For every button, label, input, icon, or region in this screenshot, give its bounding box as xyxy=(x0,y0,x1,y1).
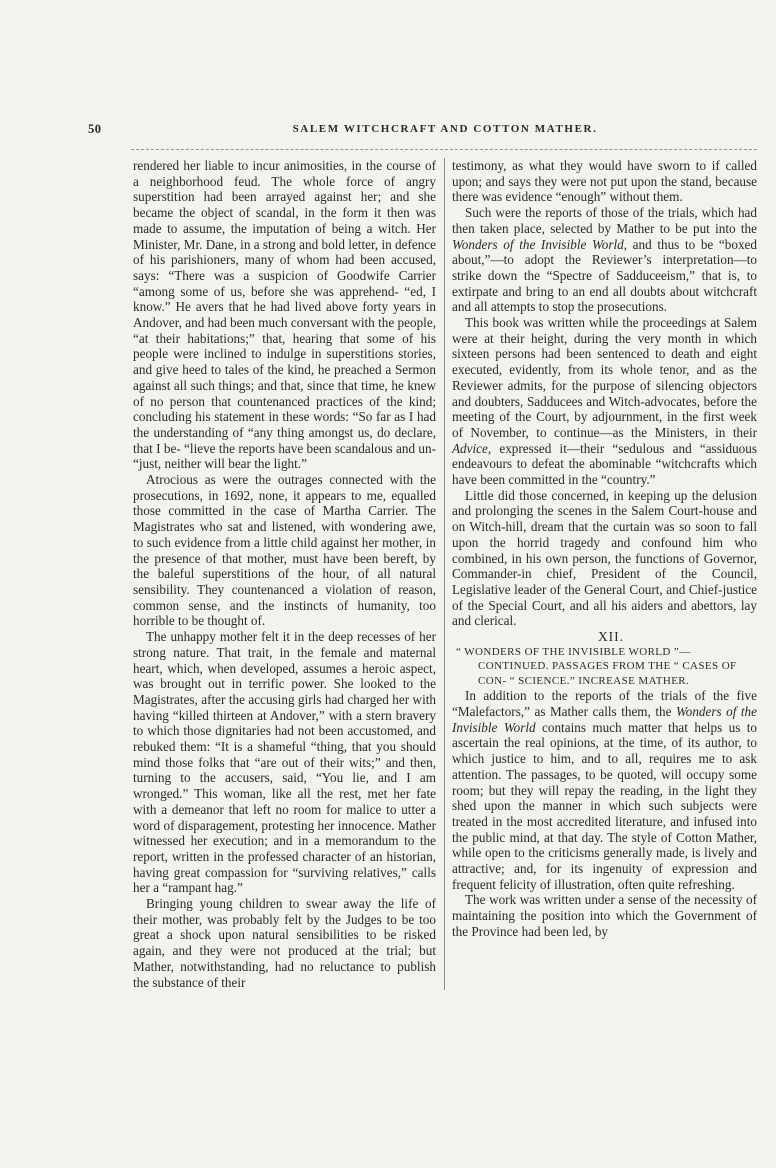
paragraph: Such were the reports of those of the trials, which had then taken place, selected by Mather to be put into the Wonders of the Invisible World, and thus to be “boxed about,”—to adopt the Reviewer’s interpretation—to strike down the “Spectre of Sadduceeism,” that is, to extirpate and bring to an end all doubts about witchcraft and all attempts to stop the prosecutions. xyxy=(452,205,757,315)
paragraph: Little did those concerned, in keeping up the delusion and prolonging the scenes in the Salem Court-house and on Witch-hill, dream that the curtain was so soon to fall upon the horrid tragedy and confound him who combined, in his own person, the functions of Governor, Commander-in chief, President of the Council, Legislative leader of the General Court, and Chief-justice of the Special Court, and all his aiders and abettors, lay and clerical. xyxy=(452,487,757,629)
column-divider xyxy=(444,158,445,990)
paragraph: Bringing young children to swear away the life of their mother, was probably felt by the Judges to be too great a shock upon natural sensibilities to be risked again, and they were not produced at the trial; but Mather, notwithstanding, had no reluctance to publish the substance of their xyxy=(133,896,436,990)
page-header xyxy=(88,120,757,140)
section-subtitle: “ WONDERS OF THE INVISIBLE WORLD ”—CONTINUED. PASSAGES FROM THE “ CASES OF CON- “ SCIENCE.” INCREASE MATHER. xyxy=(456,645,737,687)
paragraph: testimony, as what they would have sworn to if called upon; and says they were not put upon the stand, because there was evidence “enough” without them. xyxy=(452,158,757,205)
header-rule xyxy=(131,149,757,150)
paragraph: The work was written under a sense of the necessity of maintaining the position into which the Government of the Province had been led, by xyxy=(452,892,757,939)
right-column xyxy=(452,158,757,990)
paragraph: The unhappy mother felt it in the deep recesses of her strong nature. That trait, in the female and maternal heart, which, when developed, assumes a heroic aspect, was brought out in terrific power. She looked to the Magistrates, after the accusing girls had charged her with having “killed thirteen at Andover,” with a stern bravery to which those dignitaries had not been accustomed, and rebuked them: “It is a shameful “thing, that you should mind those folks that “are out of their wits;” and then, turning to the accusers, said, “You lie, and I am wronged.” This woman, like all the rest, met her fate with a demeanor that left no room for malice to utter a word of disparagement, protesting her innocence. Mather witnessed her execution; and in a memorandum to the report, written in the professed character of an historian, having great compassion for “surviving relatives,” calls her a “rampant hag.” xyxy=(133,629,436,896)
text-columns xyxy=(133,158,757,990)
paragraph: In addition to the reports of the trials of the five “Malefactors,” as Mather calls them, the Wonders of the Invisible World contains much matter that helps us to ascertain the real opinions, at the time, of its author, to which justice to him, and to all, requires me to ask attention. The passages, to be quoted, will occupy some room; but they will repay the reading, in the light they shed upon the manner in which such subjects were treated in the most accredited literature, and infused into the public mind, at that day. The style of Cotton Mather, while open to the criticisms generally made, is lively and attractive; and, for its ingenuity of expression and frequent felicity of illustration, often quite refreshing. xyxy=(452,688,758,892)
paragraph: rendered her liable to incur animosities, in the course of a neighborhood feud. The whole force of angry superstition had been arrayed against her; and she became the object of scandal, in the form it then was made to assume, the imputation of being a witch. Her Minister, Mr. Dane, in a strong and bold letter, in defence of his parishioners, many of whom had been accused, says: “There was a suspicion of Goodwife Carrier “among some of us, before she was apprehend- “ed, I know.” He avers that he had lived above forty years in Andover, and had been much conversant with the people, “at their habitations;” that, hearing that some of his people were inclined to indulge in superstitions stories, and give heed to tales of the kind, he preached a Sermon against all such things; and that, since that time, he knew of no person that countenanced practices of the kind; concluding his statement in these words: “So far as I had the understanding of “any thing amongst us, do declare, that I be- “lieve the reports have been scandalous and un- “just, neither will bear the light.” xyxy=(133,158,436,472)
left-column xyxy=(133,158,436,990)
running-title: SALEM WITCHCRAFT AND COTTON MATHER. xyxy=(292,123,598,135)
paragraph: Atrocious as were the outrages connected with the prosecutions, in 1692, none, it appears to me, equalled those committed in the case of Martha Carrier. The Magistrates who sat and listened, with wondering awe, to such evidence from a little child against her mother, in the presence of that mother, must have been bereft, by the baleful superstitions of the hour, of all natural sensibility. They countenanced a violation of reason, common sense, and the instincts of humanity, too horrible to be thought of. xyxy=(133,472,436,629)
paragraph: This book was written while the proceedings at Salem were at their height, during the very month in which sixteen persons had been sentenced to death and eight executed, evidently, from its whole tenor, and as the Reviewer admits, for the purpose of silencing objectors and doubters, Sadducees and Witch-advocates, before the meeting of the Court, by adjournment, in the first week of November, to continue—as the Ministers, in their Advice, expressed it—their “sedulous and “assiduous endeavours to defeat the abominable “witchcrafts which have been committed in the “country.” xyxy=(452,315,757,488)
section-heading: XII. xyxy=(597,629,625,645)
page-number: 50 xyxy=(88,122,102,136)
